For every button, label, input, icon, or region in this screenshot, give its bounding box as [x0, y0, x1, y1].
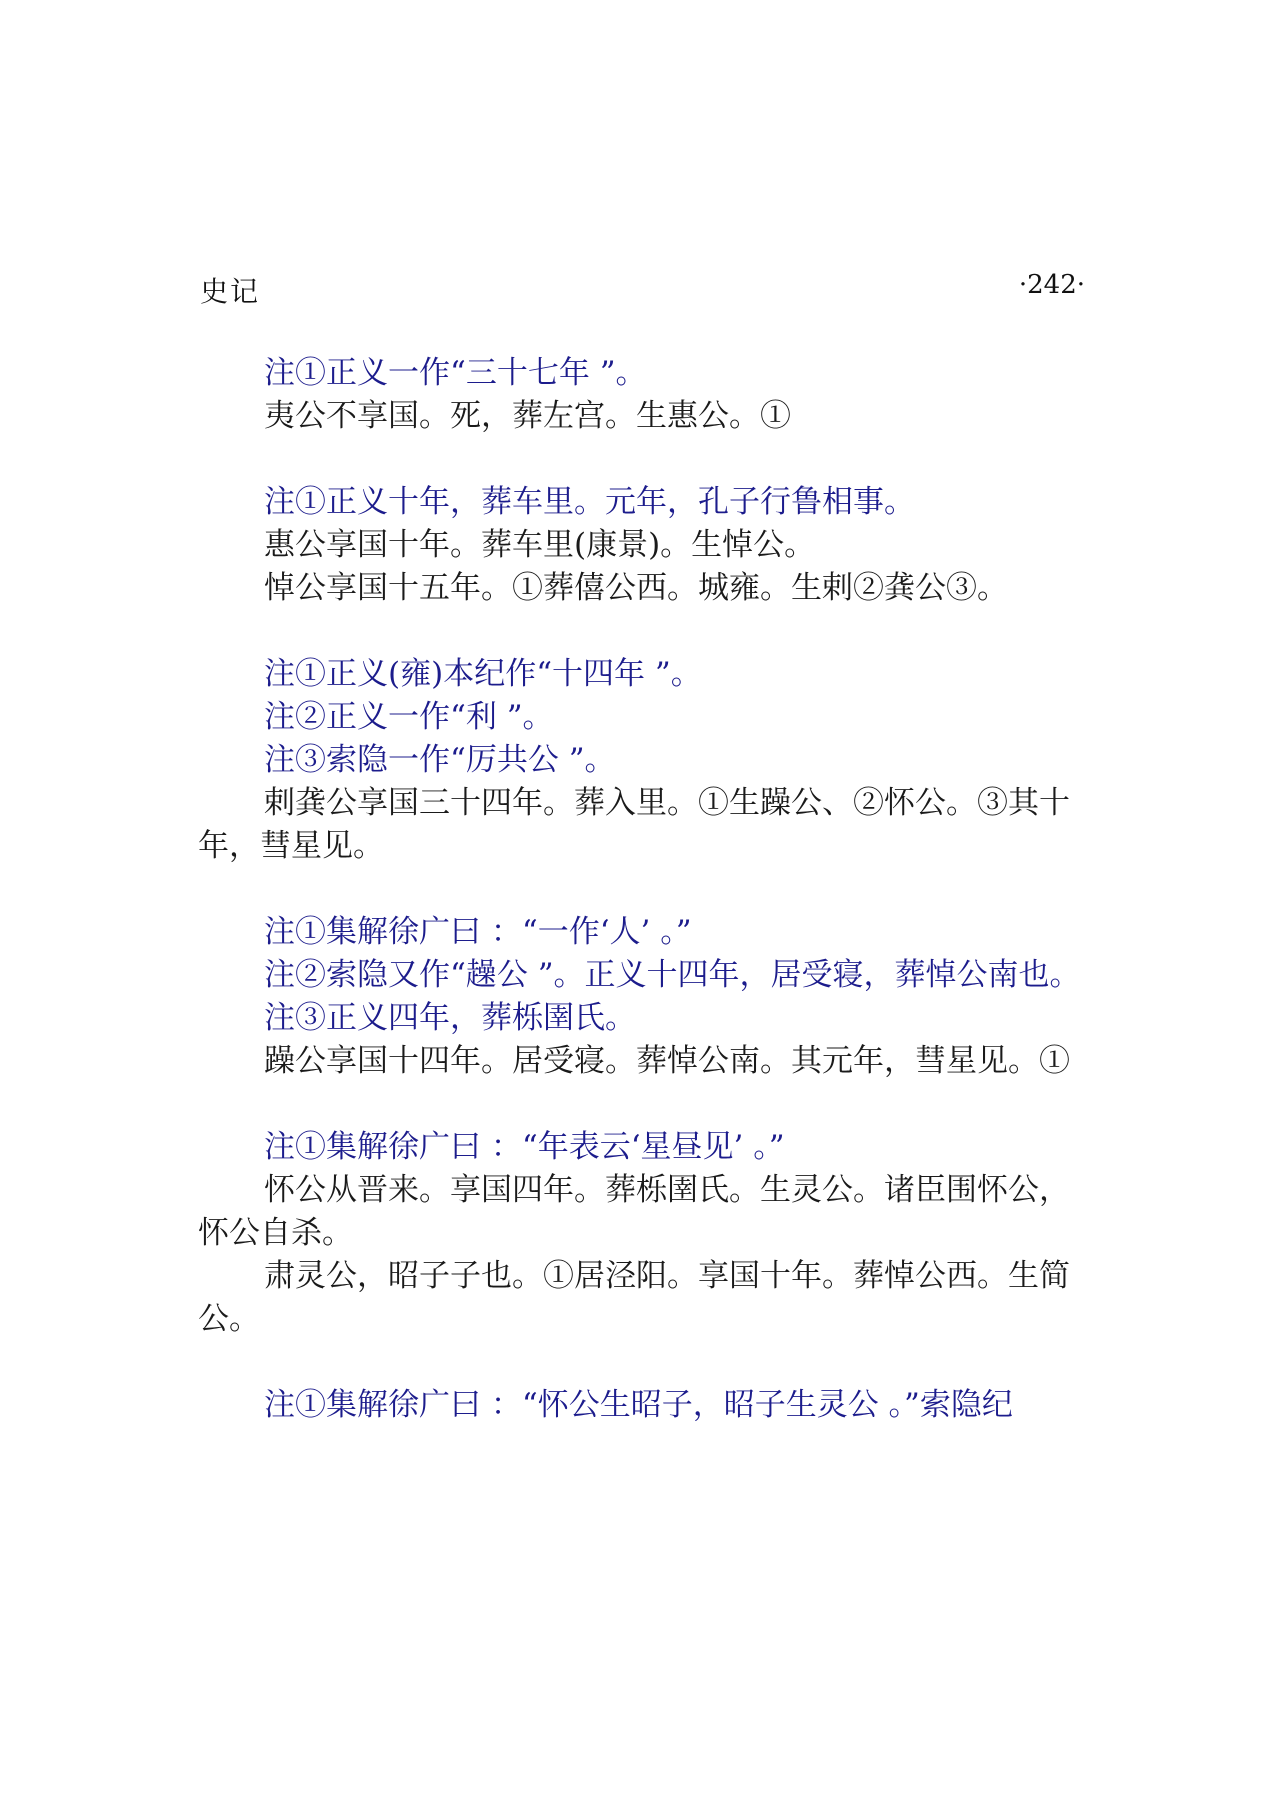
main-paragraph: 惠公享国十年。葬车里(康景)。生悼公。: [264, 527, 816, 563]
note-paragraph: 注①正义(雍)本纪作“十四年 ”。: [264, 656, 702, 692]
page-number: ·242·: [1018, 270, 1085, 300]
page-header: [200, 270, 1085, 310]
main-paragraph: 肃灵公，昭子子也。①居泾阳。享国十年。葬悼公西。生简公。: [198, 1258, 1070, 1337]
note-paragraph: 注①正义十年，葬车里。元年，孔子行鲁相事。: [264, 484, 915, 520]
note-paragraph: 注①集解徐广曰 ：“年表云‘星昼见’ 。”: [264, 1129, 785, 1165]
main-paragraph: 躁公享国十四年。居受寝。葬悼公南。其元年，彗星见。①: [264, 1043, 1070, 1079]
main-paragraph: 夷公不享国。死，葬左宫。生惠公。①: [264, 398, 791, 434]
note-paragraph: 注③索隐一作“厉共公 ”。: [264, 742, 616, 778]
note-paragraph: 注①集解徐广曰 ：“怀公生昭子，昭子生灵公 。”索隐纪: [264, 1387, 1013, 1423]
running-title: 史记: [200, 275, 261, 308]
main-paragraph: 剌龚公享国三十四年。葬入里。①生躁公、②怀公。③其十年，彗星见。: [198, 785, 1070, 864]
page-body: [198, 352, 1088, 1427]
main-paragraph: 悼公享国十五年。①葬僖公西。城雍。生剌②龚公③。: [264, 570, 1008, 606]
note-paragraph: 注①正义一作“三十七年 ”。: [264, 355, 647, 391]
note-paragraph: 注②正义一作“利 ”。: [264, 699, 554, 735]
note-paragraph: 注②索隐又作“趮公 ”。正义十四年，居受寝，葬悼公南也。: [264, 957, 1081, 993]
note-paragraph: 注①集解徐广曰 ：“一作‘人’ 。”: [264, 914, 692, 950]
main-paragraph: 怀公从晋来。享国四年。葬栎圉氏。生灵公。诸臣围怀公，怀公自杀。: [198, 1172, 1070, 1251]
note-paragraph: 注③正义四年，葬栎圉氏。: [264, 1000, 636, 1036]
